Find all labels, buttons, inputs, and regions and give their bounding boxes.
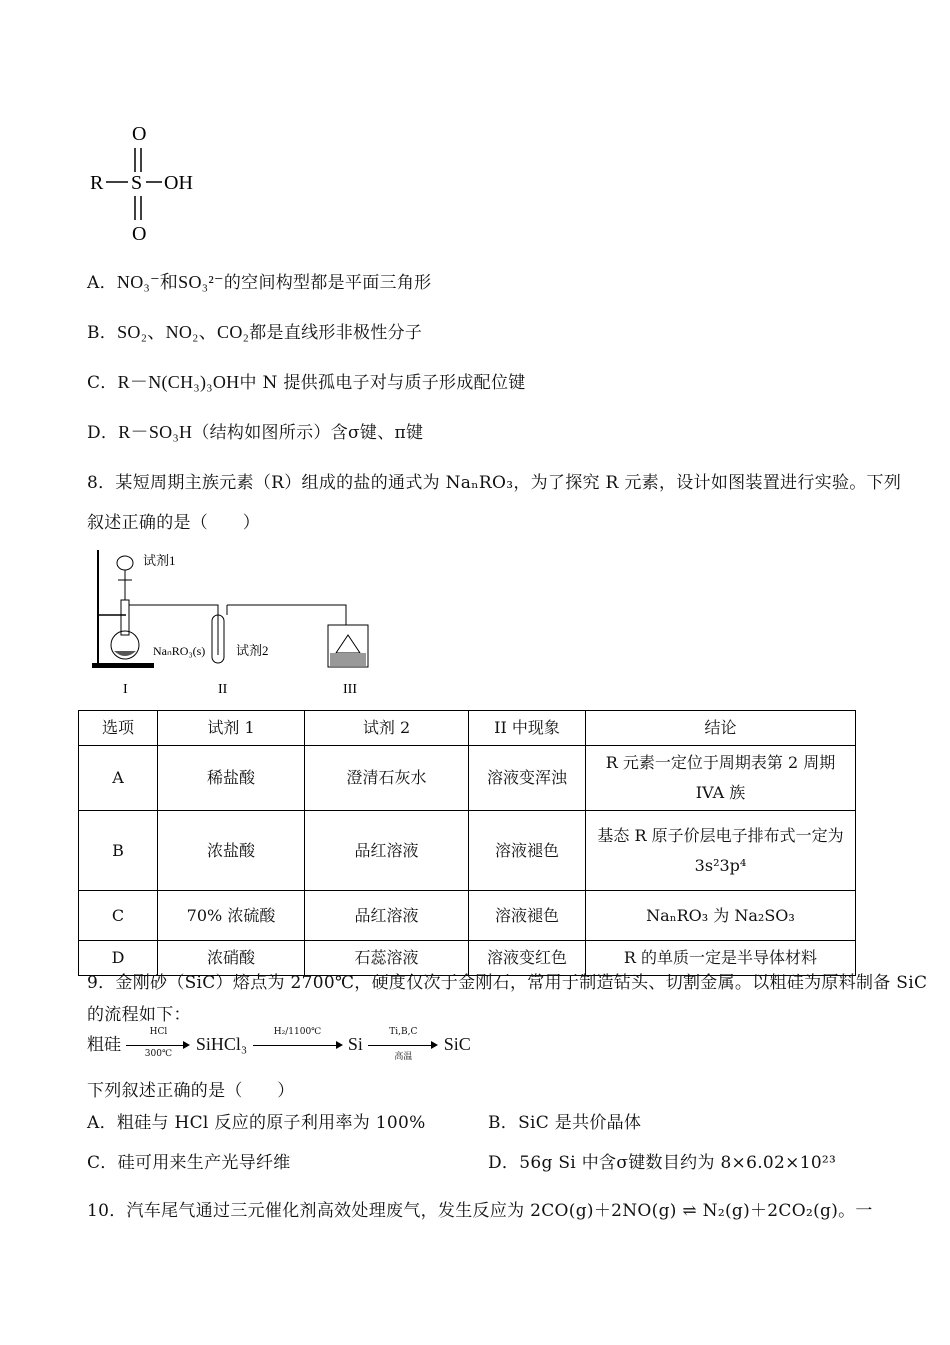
options-table — [78, 710, 856, 976]
label-II: II — [218, 682, 228, 697]
q9-option-c: C．硅可用来生产光导纤维 — [87, 1153, 291, 1173]
flow-start: 粗硅 — [87, 1035, 121, 1055]
table-row — [79, 891, 856, 941]
option-text: 中 N 提供孤电子对与质子形成配位键 — [239, 373, 526, 393]
q10-stem: 10．汽车尾气通过三元催化剂高效处理废气，发生反应为 2CO(g)＋2NO(g) ⇌ N₂(g)＋2CO₂(g)。一 — [87, 1201, 873, 1221]
arrow-top-label: H₂/1100℃ — [273, 1026, 322, 1037]
table-cell: B — [79, 811, 158, 891]
table-cell: 溶液褪色 — [469, 811, 586, 891]
q7-option-c — [87, 368, 526, 394]
label-I: I — [123, 682, 128, 697]
arrow-top-label: HCl — [149, 1026, 168, 1037]
table-cell: 品红溶液 — [305, 811, 469, 891]
flow-product3: SiC — [443, 1034, 471, 1054]
label-reagent1: 试剂1 — [143, 553, 176, 568]
table-header: 选项 — [79, 711, 158, 746]
q7-option-b — [87, 318, 422, 344]
option-formula: NO₃⁻和SO₃²⁻ — [116, 272, 224, 292]
table-cell: 70% 浓硫酸 — [158, 891, 305, 941]
option-letter: D． — [87, 423, 119, 443]
table-cell: 品红溶液 — [305, 891, 469, 941]
q9-stem-line2: 的流程如下： — [87, 1005, 191, 1025]
table-cell: 浓硝酸 — [158, 941, 305, 976]
table-cell: 溶液变红色 — [469, 941, 586, 976]
arrow-bottom-label: 300℃ — [144, 1048, 173, 1059]
flow-product2: Si — [347, 1034, 363, 1054]
option-letter: A． — [87, 273, 117, 293]
arrow-bottom-label: 高温 — [394, 1051, 413, 1062]
apparatus-diagram — [88, 545, 388, 700]
table-header: 试剂 1 — [158, 711, 305, 746]
q7-option-d — [87, 418, 423, 444]
table-header-row — [79, 711, 856, 746]
table-cell: R 的单质一定是半导体材料 — [586, 941, 856, 976]
table-header: 结论 — [586, 711, 856, 746]
option-formula: R－SO₃H — [118, 422, 193, 442]
table-cell: R 元素一定位于周期表第 2 周期 IVA 族 — [586, 746, 856, 811]
table-cell: NaₙRO₃ 为 Na₂SO₃ — [586, 891, 856, 941]
flow-arrow-2 — [253, 1026, 343, 1059]
table-cell: D — [79, 941, 158, 976]
flow-arrow-1 — [126, 1026, 190, 1059]
table-cell: 石蕊溶液 — [305, 941, 469, 976]
option-text: （结构如图所示）含σ键、π键 — [192, 423, 424, 443]
q9-stem-line1: 9．金刚砂（SiC）熔点为 2700℃，硬度仅次于金刚石，常用于制造钻头、切割金属。以粗硅为原料制备 SiC — [87, 973, 928, 993]
option-formula: R－N(CH₃)₃OH — [117, 372, 240, 392]
structure-o-bottom: O — [132, 223, 147, 245]
option-text: 的空间构型都是平面三角形 — [223, 273, 432, 293]
arrow-top-label: Ti,B,C — [389, 1026, 418, 1037]
option-letter: B． — [87, 323, 118, 343]
table-cell: 溶液变浑浊 — [469, 746, 586, 811]
label-reagent2: 试剂2 — [236, 643, 269, 658]
table-cell: C — [79, 891, 158, 941]
table-cell: A — [79, 746, 158, 811]
flow-arrow-3 — [368, 1026, 438, 1062]
table-row — [79, 746, 856, 811]
table-header: 试剂 2 — [305, 711, 469, 746]
flow-product1: SiHCl₃ — [195, 1034, 248, 1054]
q9-option-b: B．SiC 是共价晶体 — [488, 1113, 642, 1133]
structure-oh: OH — [164, 172, 193, 194]
q9-option-a: A．粗硅与 HCl 反应的原子利用率为 100% — [87, 1113, 426, 1133]
sulfonic-acid-structure — [88, 120, 218, 245]
table-cell: 浓盐酸 — [158, 811, 305, 891]
option-text: 都是直线形非极性分子 — [249, 323, 423, 343]
table-cell: 澄清石灰水 — [305, 746, 469, 811]
option-formula: SO₂、NO₂、CO₂ — [117, 322, 250, 342]
q8-stem-line2: 叙述正确的是（ ） — [87, 513, 260, 533]
table-cell: 溶液褪色 — [469, 891, 586, 941]
table-cell: 基态 R 原子价层电子排布式一定为 3s²3p⁴ — [586, 811, 856, 891]
q9-option-d: D．56g Si 中含σ键数目约为 8×6.02×10²³ — [488, 1153, 837, 1173]
table-row — [79, 811, 856, 891]
q9-flow — [87, 1026, 471, 1062]
option-letter: C． — [87, 373, 118, 393]
structure-r: R — [90, 172, 104, 194]
q7-option-a — [87, 268, 431, 294]
label-III: III — [343, 682, 357, 697]
structure-o-top: O — [132, 123, 147, 145]
q9-question: 下列叙述正确的是（ ） — [87, 1081, 295, 1101]
q8-stem-line1: 8．某短周期主族元素（R）组成的盐的通式为 NaₙRO₃，为了探究 R 元素，设计如图装置进行实验。下列 — [87, 473, 902, 493]
structure-s: S — [131, 172, 143, 194]
table-cell: 稀盐酸 — [158, 746, 305, 811]
label-salt: NaₙRO₃(s) — [153, 644, 206, 658]
table-header: II 中现象 — [469, 711, 586, 746]
